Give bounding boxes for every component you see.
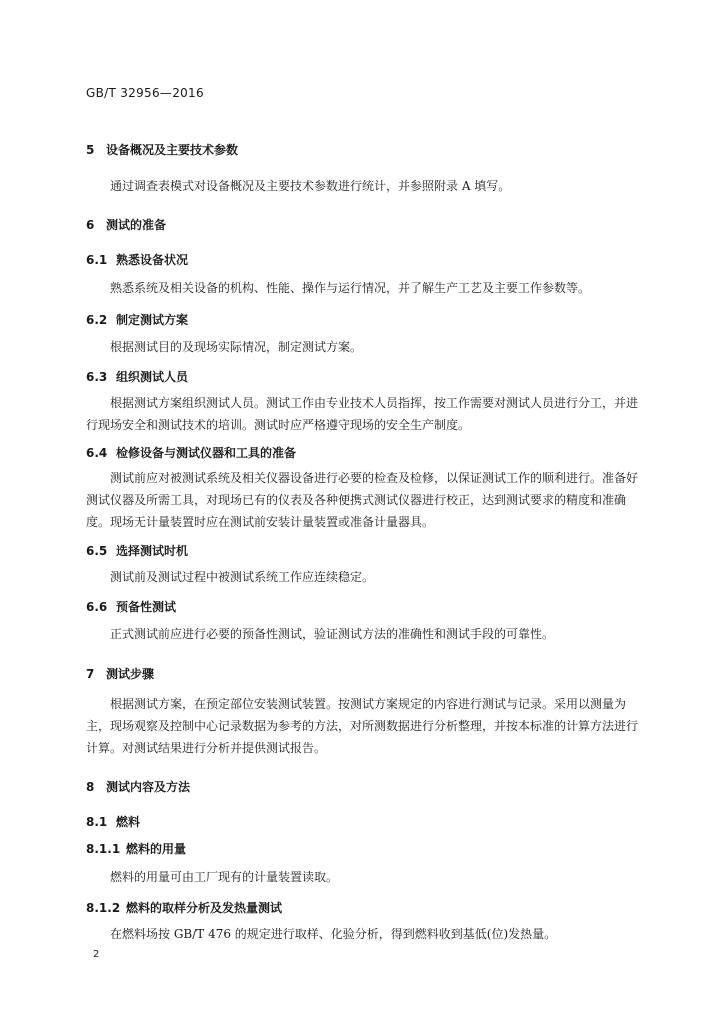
section-title: 燃料 — [116, 815, 141, 829]
section-heading-6-1 — [86, 251, 188, 268]
section-title: 制定测试方案 — [116, 313, 189, 327]
section-heading-6-6 — [86, 598, 176, 615]
paragraph-8-1-1: 燃料的用量可由工厂现有的计量装置读取。 — [110, 870, 339, 884]
section-number: 5 — [86, 143, 95, 157]
section-heading-6-3 — [86, 368, 188, 385]
section-heading-6-5 — [86, 542, 188, 559]
section-heading-8-1 — [86, 813, 140, 830]
section-number: 6 — [86, 218, 95, 232]
section-number: 6.4 — [86, 446, 108, 460]
section-heading-8-1-2 — [86, 899, 282, 916]
section-heading-6 — [86, 216, 166, 233]
section-number: 6.2 — [86, 313, 108, 327]
section-heading-8 — [86, 778, 190, 795]
paragraph-6-2: 根据测试目的及现场实际情况，制定测试方案。 — [110, 340, 363, 354]
standard-code: GB/T 32956—2016 — [86, 86, 204, 100]
section-title: 组织测试人员 — [116, 370, 189, 384]
section-number: 7 — [86, 667, 95, 681]
section-number: 6.3 — [86, 370, 108, 384]
section-title: 选择测试时机 — [116, 544, 189, 558]
section-title: 检修设备与测试仪器和工具的准备 — [116, 446, 297, 460]
section-number: 8.1.2 — [86, 901, 121, 915]
section-number: 8 — [86, 780, 95, 794]
section-heading-8-1-1 — [86, 840, 186, 857]
paragraph-6-5: 测试前及测试过程中被测试系统工作应连续稳定。 — [110, 570, 375, 584]
section-number: 8.1.1 — [86, 842, 121, 856]
section-title: 测试步骤 — [106, 667, 155, 681]
section-title: 燃料的取样分析及发热量测试 — [126, 901, 283, 915]
section-number: 6.5 — [86, 544, 108, 558]
section-heading-6-2 — [86, 311, 188, 328]
paragraph-5: 通过调查表模式对设备概况及主要技术参数进行统计，并参照附录 A 填写。 — [110, 179, 511, 193]
paragraph-6-6: 正式测试前应进行必要的预备性测试，验证测试方法的准确性和测试手段的可靠性。 — [110, 627, 555, 641]
paragraph-8-1-2: 在燃料场按 GB/T 476 的规定进行取样、化验分析，得到燃料收到基低(位)发热量。 — [110, 927, 557, 941]
section-title: 预备性测试 — [116, 600, 177, 614]
section-heading-6-4 — [86, 444, 296, 461]
section-title: 测试内容及方法 — [106, 780, 191, 794]
section-title: 燃料的用量 — [126, 842, 187, 856]
paragraph-6-4: 测试前应对被测试系统及相关仪器设备进行必要的检查及检修，以保证测试工作的顺利进行。准备好测试仪器及所需工具，对现场已有的仪表及各种便携式测试仪器进行校正，达到测试要求的精度和准确度。现场无计量装置时应在测试前安装计量装置或准备计量器具。 — [86, 471, 639, 529]
section-heading-7 — [86, 665, 154, 682]
section-number: 8.1 — [86, 815, 108, 829]
section-title: 测试的准备 — [106, 218, 167, 232]
section-title: 熟悉设备状况 — [116, 253, 189, 267]
section-heading-5 — [86, 141, 238, 158]
page-number: 2 — [93, 949, 100, 960]
paragraph-7: 根据测试方案，在预定部位安装测试装置。按测试方案规定的内容进行测试与记录。采用以测量为主，现场观察及控制中心记录数据为参考的方法，对所测数据进行分析整理，并按本标准的计算方法进行计算。对测试结果进行分析并提供测试报告。 — [86, 697, 639, 755]
paragraph-6-3: 根据测试方案组织测试人员。测试工作由专业技术人员指挥，按工作需要对测试人员进行分工，并进行现场安全和测试技术的培训。测试时应严格遵守现场的安全生产制度。 — [86, 396, 639, 432]
section-title: 设备概况及主要技术参数 — [106, 143, 239, 157]
section-number: 6.6 — [86, 600, 108, 614]
section-number: 6.1 — [86, 253, 108, 267]
paragraph-6-1: 熟悉系统及相关设备的机构、性能、操作与运行情况，并了解生产工艺及主要工作参数等。 — [110, 281, 591, 295]
